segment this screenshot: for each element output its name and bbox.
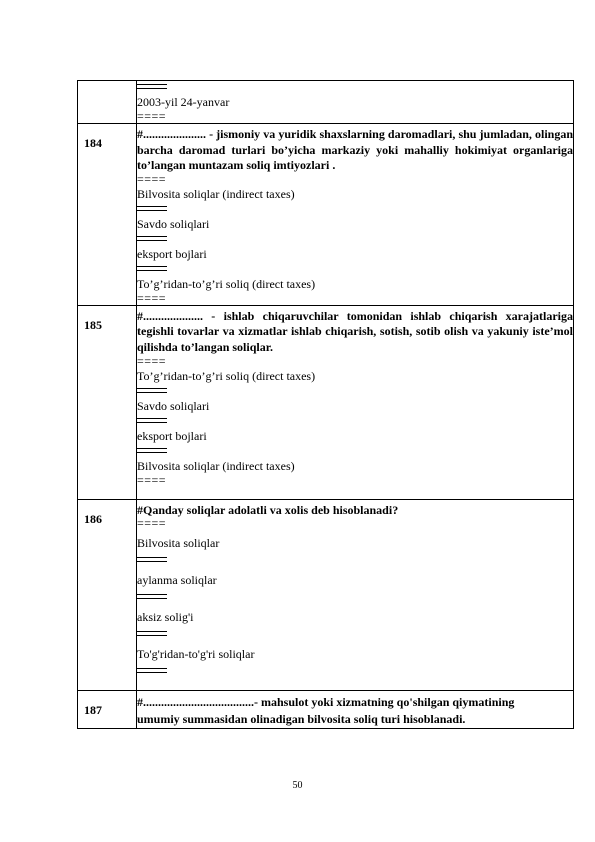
- answer-option: Bilvosita soliqlar (indirect taxes): [137, 458, 295, 473]
- answer-option: Savdo soliqlari: [137, 398, 210, 413]
- option-separator: [137, 631, 167, 636]
- table-row: [78, 305, 574, 499]
- answer-option: To’g’ridan-to’g’ri soliq (direct taxes): [137, 276, 316, 291]
- question-number: 184: [84, 136, 102, 150]
- option-separator: [137, 557, 167, 562]
- option-separator: ====: [137, 516, 167, 531]
- question-text: #Qanday soliqlar adolatli va xolis deb hisoblanadi?: [137, 502, 399, 517]
- option-separator: [137, 668, 167, 673]
- option-separator: [137, 418, 167, 423]
- answer-option: aylanma soliqlar: [137, 573, 217, 588]
- question-content-cell: [137, 81, 574, 124]
- answer-option: eksport bojlari: [137, 246, 207, 261]
- question-number: 185: [84, 317, 102, 332]
- option-separator: [137, 84, 167, 89]
- option-separator: ====: [137, 472, 167, 487]
- option-separator: [137, 206, 167, 211]
- question-content-cell: [137, 499, 574, 691]
- page-number: 50: [292, 780, 303, 791]
- answer-option: 2003-yil 24-yanvar: [137, 95, 230, 109]
- question-content-cell: [137, 124, 574, 306]
- option-separator: [137, 388, 167, 393]
- question-number-cell: [78, 124, 137, 306]
- question-number: 186: [84, 511, 102, 526]
- question-content-cell: [137, 691, 574, 729]
- question-number-cell: [78, 81, 137, 124]
- question-text: #..................... - jismoniy va yuridik shaxslarning daromadlari, shu jumladan, olingan barcha daromad turlari bo’yicha markaziy yoki mahalliy hokimiyat organlariga to’langan muntazam soliq imtiyozlari .: [137, 127, 573, 173]
- question-number-cell: [78, 499, 137, 691]
- answer-option: To'g'ridan-to'g'ri soliqlar: [137, 647, 255, 662]
- option-separator: [137, 266, 167, 271]
- option-separator: ====: [137, 290, 167, 305]
- answer-option: Savdo soliqlari: [137, 216, 210, 231]
- question-number-cell: [78, 691, 137, 729]
- question-number: 187: [84, 703, 102, 718]
- question-content-cell: [137, 305, 574, 499]
- table-row: [78, 691, 574, 729]
- answer-option: Bilvosita soliqlar: [137, 536, 220, 551]
- answer-option: To’g’ridan-to’g’ri soliq (direct taxes): [137, 368, 316, 383]
- option-separator: ====: [137, 171, 167, 186]
- option-separator: [137, 236, 167, 241]
- table-row: [78, 124, 574, 306]
- answer-option: aksiz solig'i: [137, 610, 194, 625]
- test-questions-table: [77, 80, 574, 729]
- answer-option: Bilvosita soliqlar (indirect taxes): [137, 186, 295, 201]
- question-text: #.....................................- mahsulot yoki xizmatning qo'shilgan qiymatining umumiy summasidan olinadigan bilvosita soliq turi hisoblanadi.: [137, 695, 515, 727]
- option-separator: ====: [137, 353, 167, 368]
- answer-option: eksport bojlari: [137, 428, 207, 443]
- table-row: [78, 81, 574, 124]
- option-separator: [137, 448, 167, 453]
- option-separator: ====: [137, 109, 167, 123]
- table-row: [78, 499, 574, 691]
- question-number-cell: [78, 305, 137, 499]
- option-separator: [137, 594, 167, 599]
- question-text: #.................... - ishlab chiqaruvchilar tomonidan ishlab chiqarish xarajatlariga tegishli tovarlar va xizmatlar ishlab chiqarish, sotish, sotib olish va yakuniy iste’mol qilishda to’langan soliqlar.: [137, 308, 573, 354]
